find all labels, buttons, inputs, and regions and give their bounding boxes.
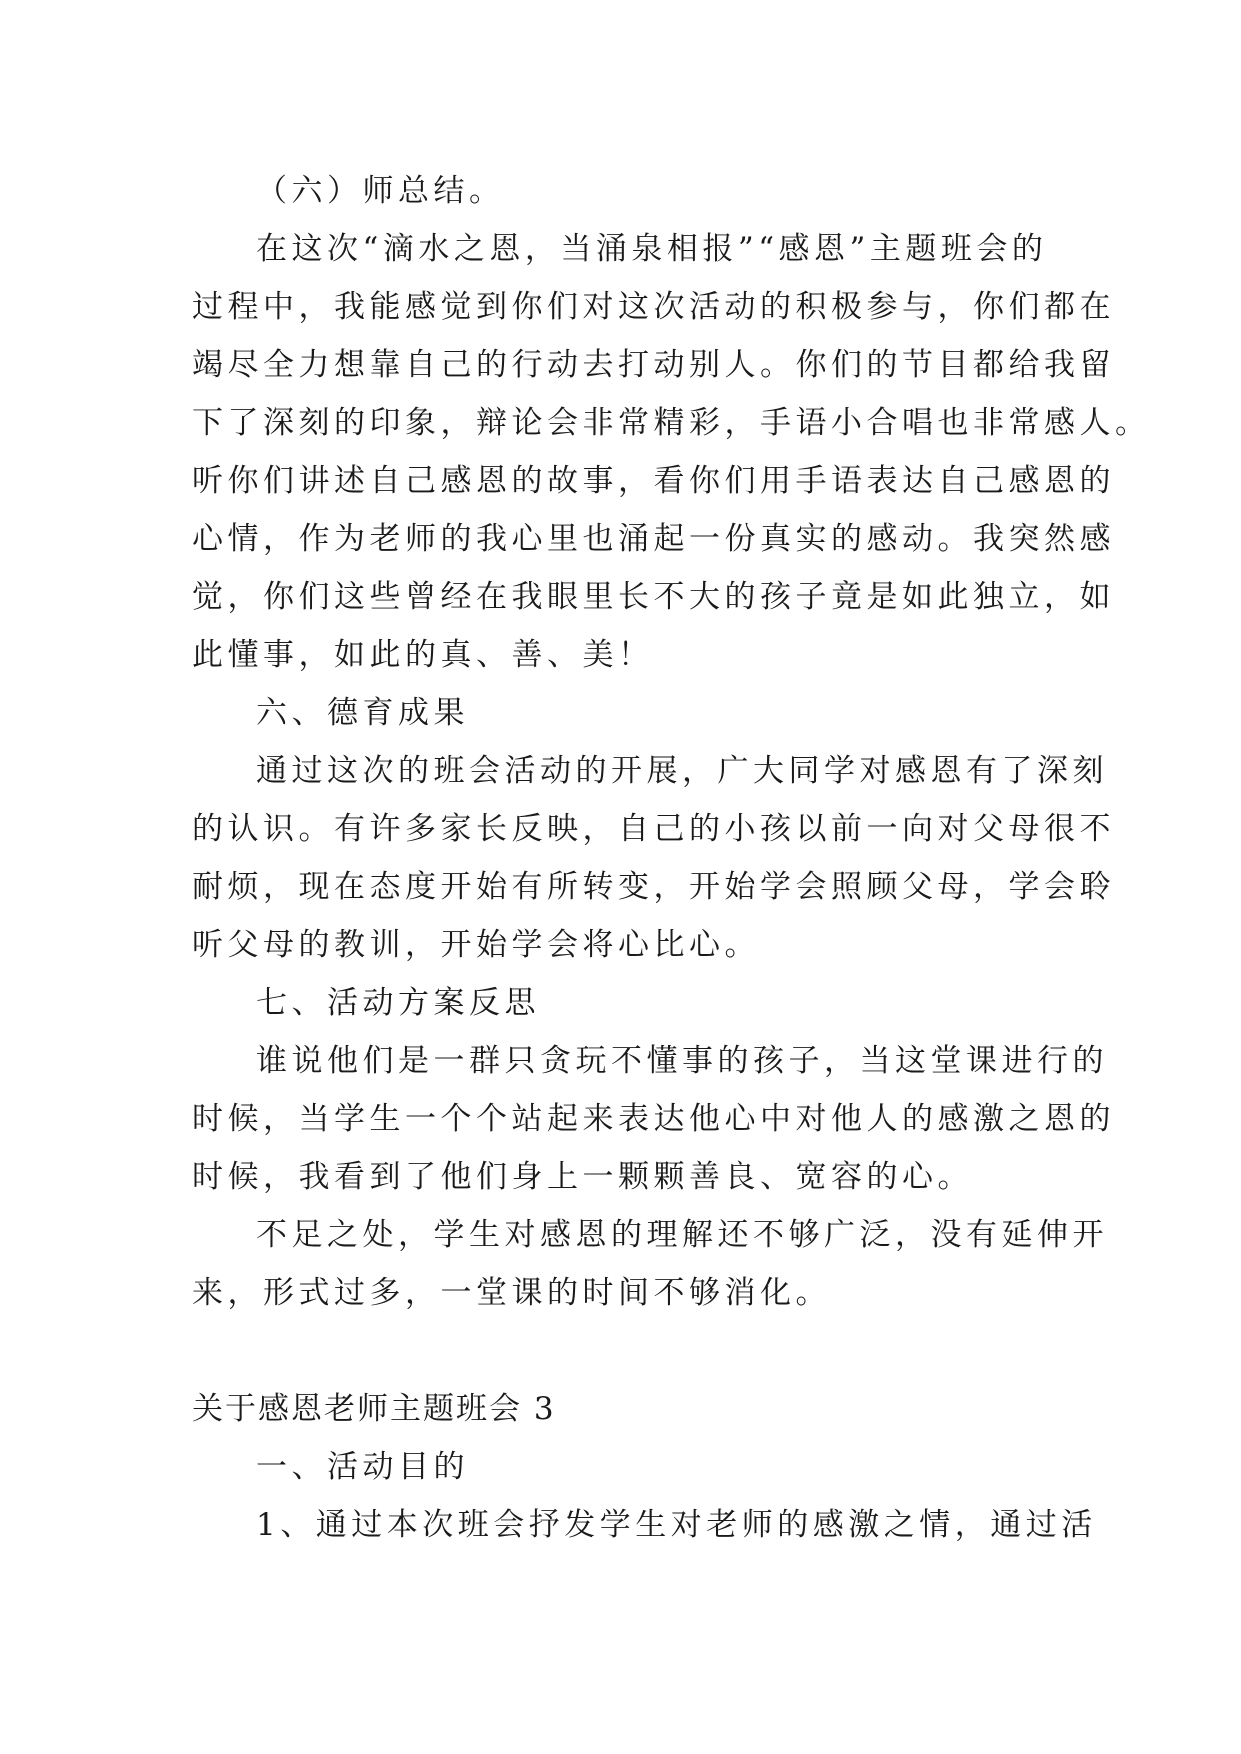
paragraph-line: 1、通过本次班会抒发学生对老师的感激之情，通过活	[256, 1507, 1097, 1543]
paragraph-line: 竭尽全力想靠自己的行动去打动别人。你们的节目都给我留	[192, 347, 1115, 383]
document-page	[192, 162, 1151, 1554]
paragraph-line: 心情，作为老师的我心里也涌起一份真实的感动。我突然感	[192, 521, 1115, 557]
section-heading-moral-results: 六、德育成果	[256, 695, 469, 731]
paragraph-line: 在这次“滴水之恩，当涌泉相报”“感恩”主题班会的	[256, 231, 1048, 267]
paragraph-line: 此懂事，如此的真、善、美！	[192, 637, 654, 673]
blank-line	[192, 1322, 1054, 1380]
paragraph-line: 时候，当学生一个个站起来表达他心中对他人的感激之恩的	[192, 1101, 1115, 1137]
paragraph-line: 的认识。有许多家长反映，自己的小孩以前一向对父母很不	[192, 811, 1115, 847]
paragraph-line: 不足之处，学生对感恩的理解还不够广泛，没有延伸开	[256, 1217, 1108, 1253]
paragraph-line: 时候，我看到了他们身上一颗颗善良、宽容的心。	[192, 1159, 973, 1195]
paragraph-line: 谁说他们是一群只贪玩不懂事的孩子，当这堂课进行的	[256, 1043, 1108, 1079]
document-section-title: 关于感恩老师主题班会 3	[192, 1391, 556, 1427]
subsection-heading-summary: （六）师总结。	[256, 173, 505, 209]
paragraph-line: 听你们讲述自己感恩的故事，看你们用手语表达自己感恩的	[192, 463, 1115, 499]
paragraph-line: 通过这次的班会活动的开展，广大同学对感恩有了深刻	[256, 753, 1108, 789]
paragraph-line: 下了深刻的印象，辩论会非常精彩，手语小合唱也非常感人。	[192, 405, 1151, 441]
paragraph-line: 来，形式过多，一堂课的时间不够消化。	[192, 1275, 831, 1311]
paragraph-line: 耐烦，现在态度开始有所转变，开始学会照顾父母，学会聆	[192, 869, 1115, 905]
section-heading-reflection: 七、活动方案反思	[256, 985, 540, 1021]
paragraph-line: 过程中，我能感觉到你们对这次活动的积极参与，你们都在	[192, 289, 1115, 325]
section-heading-purpose: 一、活动目的	[256, 1449, 469, 1485]
paragraph-line: 觉，你们这些曾经在我眼里长不大的孩子竟是如此独立，如	[192, 579, 1115, 615]
paragraph-line: 听父母的教训，开始学会将心比心。	[192, 927, 760, 963]
